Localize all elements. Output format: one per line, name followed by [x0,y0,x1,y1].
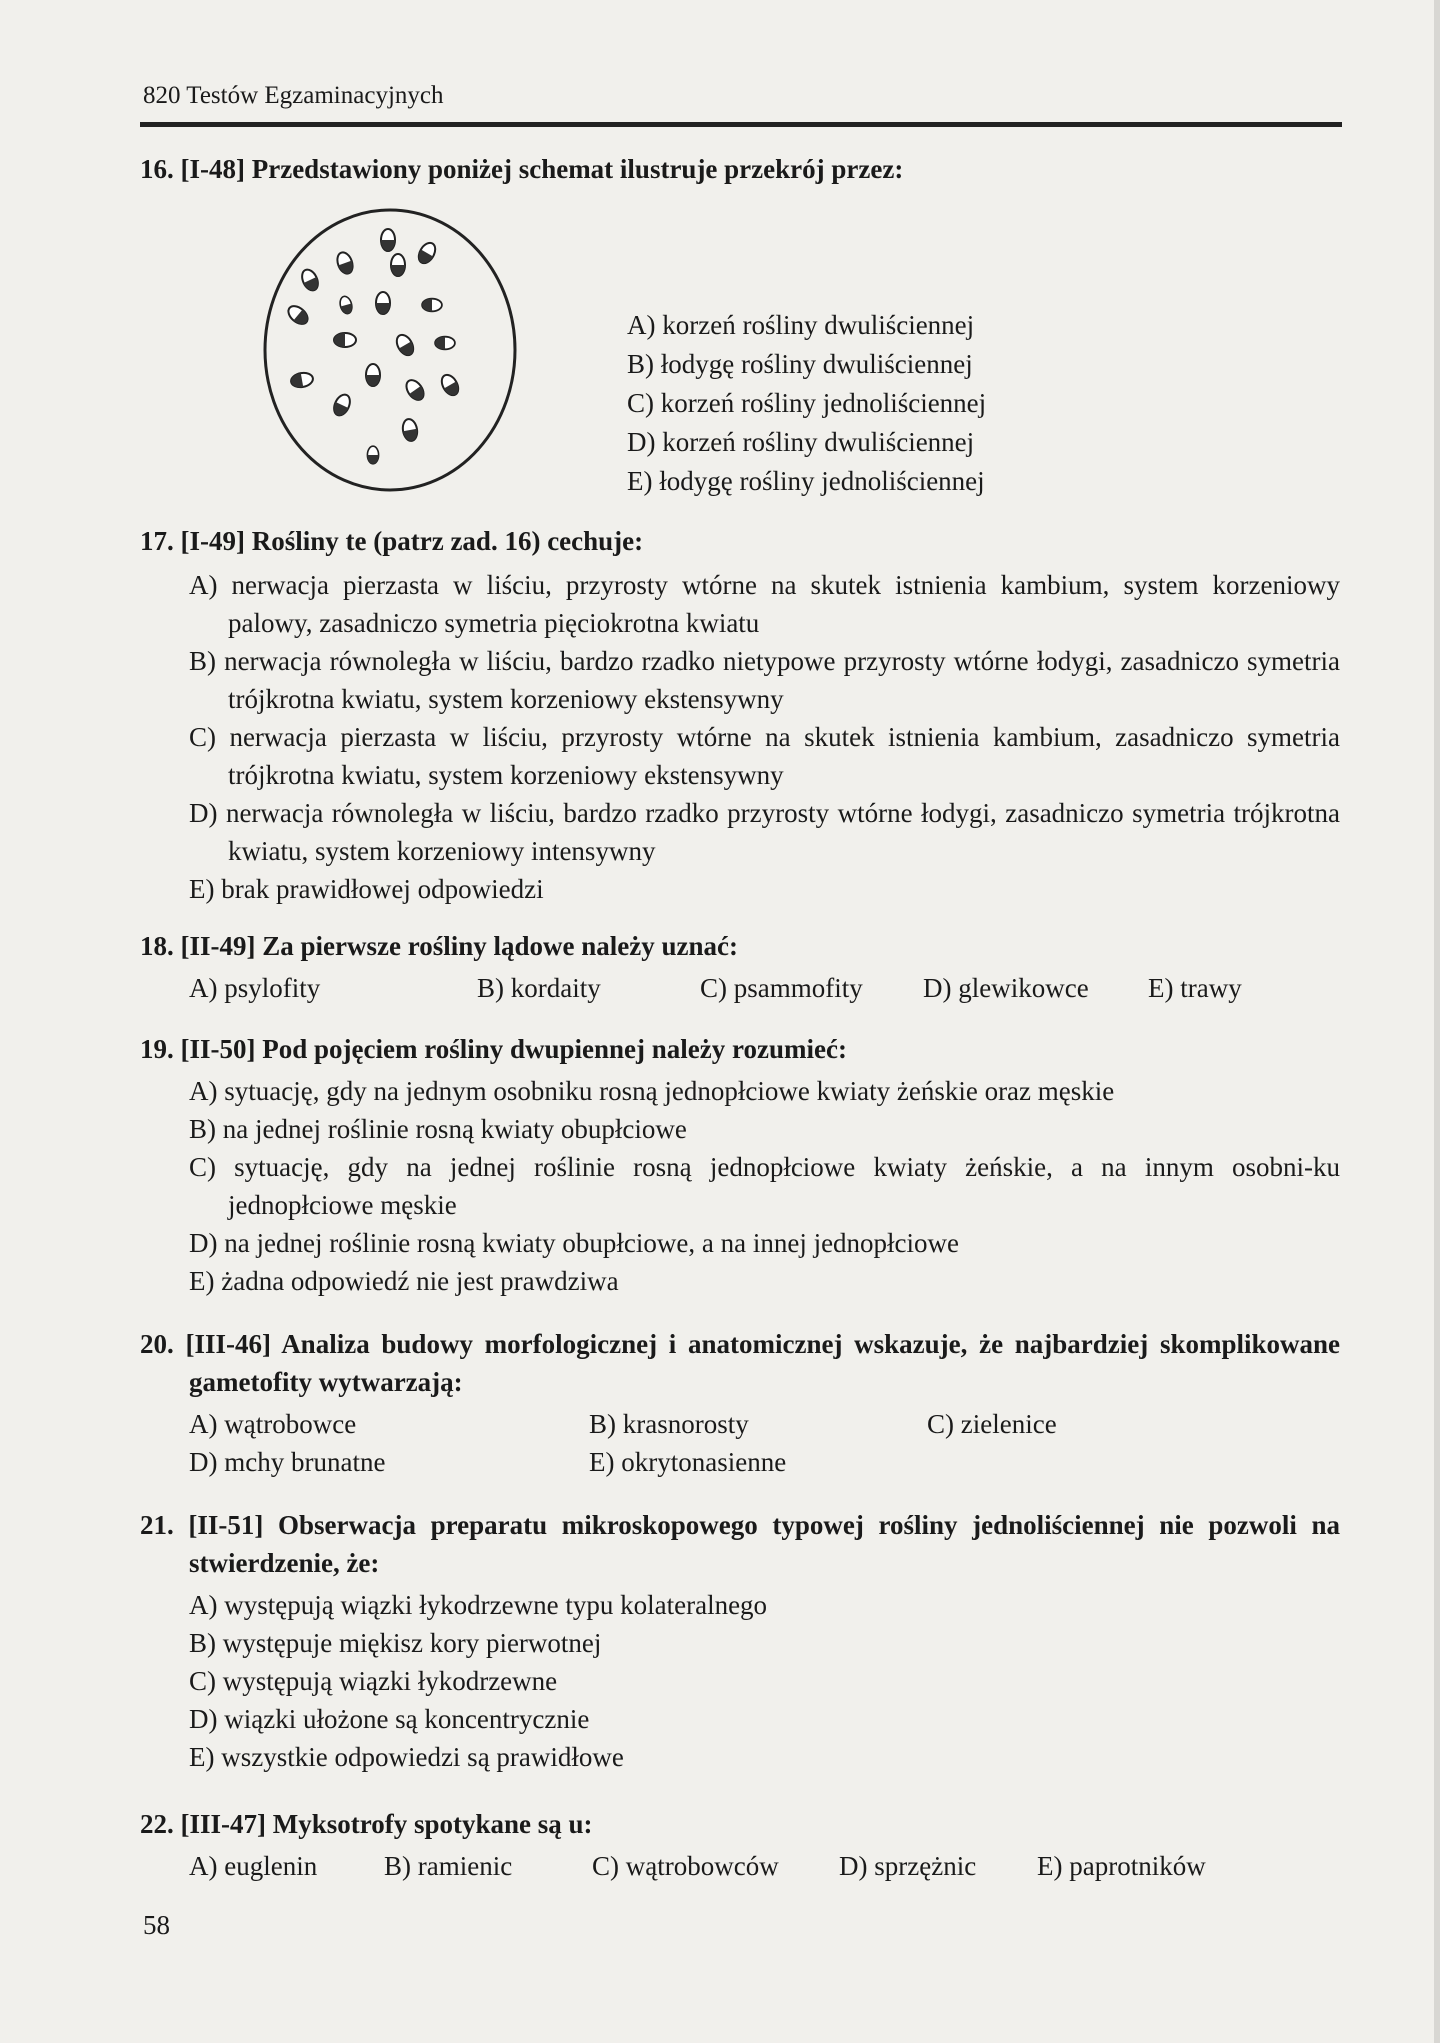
question-18 [140,927,1340,1007]
option-a: A) korzeń rośliny dwuliściennej [627,310,975,340]
running-header: 820 Testów Egzaminacyjnych [143,82,444,109]
option-a: A) sytuację, gdy na jednym osobniku rosną jednopłciowe kwiaty żeńskie oraz męskie [189,1076,1115,1106]
options-row [140,1443,1340,1481]
option-b: B) nerwacja równoległa w liściu, bardzo rzadko nietypowe przyrosty wtórne łodygi, zasadniczo symetria trójkrotna kwiatu, system korzeniowy ekstensywny [189,646,1340,714]
option-d: D) sprzężnic [839,1851,977,1881]
question-title: 21. [II-51] Obserwacja preparatu mikroskopowego typowej rośliny jednoliściennej nie pozwoli na stwierdzenie, że: [140,1510,1341,1578]
question-17 [140,522,1340,908]
question-19 [140,1030,1340,1300]
stem-cross-section-diagram [260,205,520,495]
option-e: E) wszystkie odpowiedzi są prawidłowe [189,1742,624,1772]
option-c: C) sytuację, gdy na jednej roślinie rosną jednopłciowe kwiaty żeńskie, a na innym osobni-ku jednopłciowe męskie [189,1152,1340,1220]
header-rule [140,122,1342,127]
page-edge [1434,0,1440,2043]
options-row [140,1847,1340,1885]
option-b: B) łodygę rośliny dwuliściennej [627,349,973,379]
option-c: C) nerwacja pierzasta w liściu, przyrosty wtórne na skutek istnienia kambium, zasadniczo symetria trójkrotna kwiatu, system korzeniowy ekstensywny [189,722,1340,790]
option-a: A) euglenin [189,1851,318,1881]
option-e: E) okrytonasienne [589,1447,787,1477]
option-e: E) żadna odpowiedź nie jest prawdziwa [189,1266,619,1296]
option-c: C) wątrobowców [592,1851,779,1881]
option-b: B) na jednej roślinie rosną kwiaty obupłciowe [189,1114,687,1144]
option-b: B) kordaity [477,973,601,1003]
option-c: C) psammofity [700,973,863,1003]
option-a: A) psylofity [189,973,321,1003]
question-22 [140,1805,1340,1885]
option-d: D) mchy brunatne [189,1447,386,1477]
option-c: C) zielenice [927,1409,1057,1439]
option-e: E) łodygę rośliny jednoliściennej [627,466,985,496]
option-a: A) nerwacja pierzasta w liściu, przyrosty wtórne na skutek istnienia kambium, system korzeniowy palowy, zasadniczo symetria pięciokrotna kwiatu [189,570,1340,638]
option-c: C) występują wiązki łykodrzewne [189,1666,558,1696]
question-20 [140,1325,1340,1481]
options-row [140,969,1340,1007]
question-title: 22. [III-47] Myksotrofy spotykane są u: [140,1809,593,1839]
option-d: D) glewikowce [923,973,1089,1003]
page-number: 58 [143,1910,170,1940]
question-title: 18. [II-49] Za pierwsze rośliny lądowe należy uznać: [140,931,738,961]
question-21 [140,1506,1340,1776]
question-title: 20. [III-46] Analiza budowy morfologicznej i anatomicznej wskazuje, że najbardziej skomplikowane gametofity wytwarzają: [140,1329,1341,1397]
option-d: D) korzeń rośliny dwuliściennej [627,427,975,457]
option-b: B) występuje miękisz kory pierwotnej [189,1628,602,1658]
option-c: C) korzeń rośliny jednoliściennej [627,388,987,418]
question-title: 17. [I-49] Rośliny te (patrz zad. 16) cechuje: [140,526,644,556]
option-b: B) krasnorosty [589,1409,749,1439]
option-a: A) występują wiązki łykodrzewne typu kolateralnego [189,1590,768,1620]
option-a: A) wątrobowce [189,1409,357,1439]
option-d: D) na jednej roślinie rosną kwiaty obupłciowe, a na innej jednopłciowe [189,1228,960,1258]
option-b: B) ramienic [384,1851,513,1881]
option-d: D) nerwacja równoległa w liściu, bardzo rzadko przyrosty wtórne łodygi, zasadniczo symetria trójkrotna kwiatu, system korzeniowy intensywny [189,798,1340,866]
question-title: 16. [I-48] Przedstawiony poniżej schemat ilustruje przekrój przez: [140,154,904,184]
options-row [140,1405,1340,1443]
question-title: 19. [II-50] Pod pojęciem rośliny dwupiennej należy rozumieć: [140,1034,847,1064]
option-d: D) wiązki ułożone są koncentrycznie [189,1704,590,1734]
option-e: E) paprotników [1037,1851,1206,1881]
question-16 [140,150,1340,188]
option-e: E) brak prawidłowej odpowiedzi [189,874,544,904]
option-e: E) trawy [1148,973,1242,1003]
question-16-options [627,306,986,501]
